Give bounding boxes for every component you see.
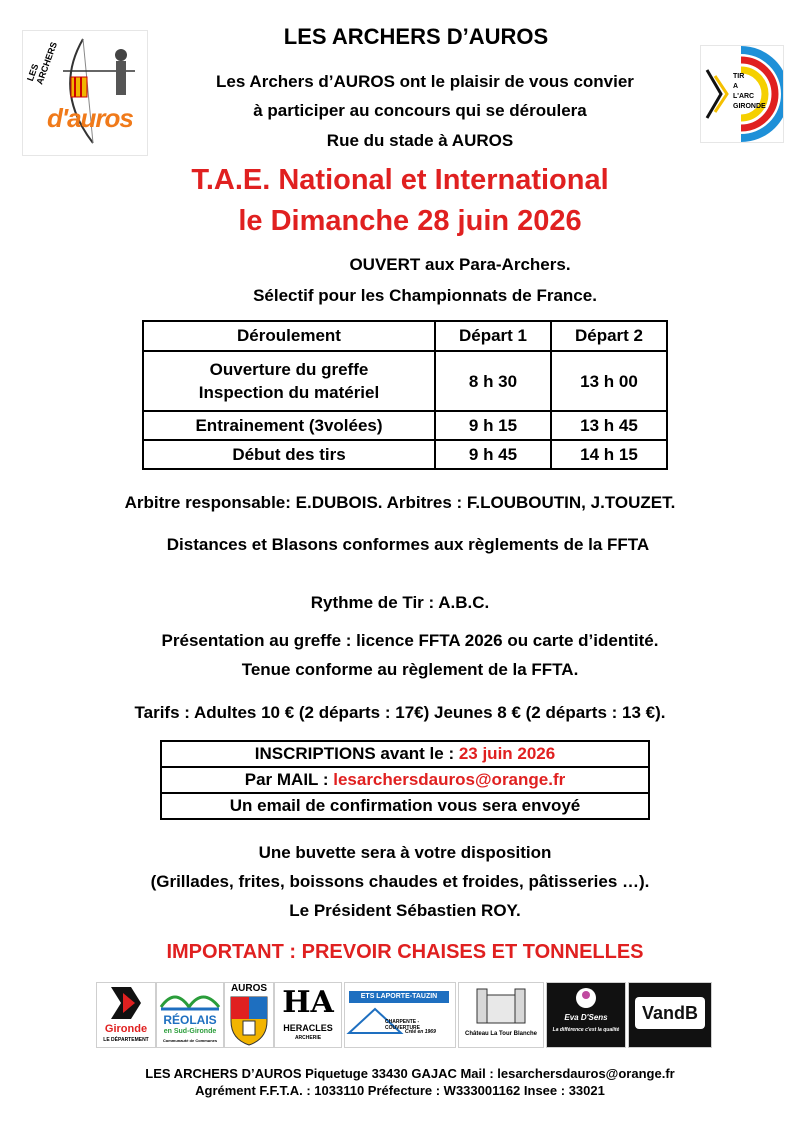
sponsor-gironde	[96, 982, 156, 1048]
sponsor-reolais	[156, 982, 224, 1048]
sponsor-laporte	[344, 982, 456, 1048]
distances-info: Distances et Blasons conformes aux règlements de la FFTA	[166, 535, 650, 554]
sponsor-gironde-sub: LE DÉPARTEMENT	[103, 1037, 149, 1043]
schedule-header-depart2: Départ 2	[551, 321, 667, 351]
sponsor-heracles	[274, 982, 342, 1048]
reolais-bridge-icon	[157, 983, 223, 1013]
inscriptions-confirmation: Un email de confirmation vous sera envoyé	[161, 793, 649, 819]
schedule-row-depart2: 13 h 45	[551, 411, 667, 440]
schedule-row-label-line2: Inspection du matériel	[198, 383, 380, 402]
inscriptions-mail-row	[161, 767, 649, 793]
sponsor-gironde-label: Gironde	[104, 1023, 148, 1035]
logo-right-text-4: GIRONDE	[733, 103, 766, 110]
sponsor-reolais-sub: en Sud-Gironde	[163, 1028, 217, 1035]
sponsor-heracles-label: HERACLES	[283, 1023, 333, 1033]
sponsor-heracles-sub: ARCHERIE	[294, 1035, 322, 1041]
para-archers-notice: OUVERT aux Para-Archers.	[349, 255, 571, 274]
sponsor-laporte-sub: CHARPENTE - COUVERTURE	[385, 1019, 421, 1031]
schedule-row-label: Début des tirs	[143, 440, 435, 469]
sponsor-vandb-label: VandB	[635, 997, 705, 1029]
logo-right-text-3: L'ARC	[733, 93, 755, 100]
rythme-info: Rythme de Tir : A.B.C.	[310, 593, 490, 612]
sponsor-tour-blanche	[458, 982, 544, 1048]
schedule-row-depart1: 8 h 30	[435, 351, 551, 411]
tarifs-info: Tarifs : Adultes 10 € (2 départs : 17€) Jeunes 8 € (2 départs : 13 €).	[134, 703, 666, 722]
sponsor-auros-label: AUROS	[230, 983, 268, 994]
mail-label: Par MAIL :	[244, 770, 334, 789]
important-notice: IMPORTANT : PREVOIR CHAISES ET TONNELLES	[166, 941, 644, 963]
inscriptions-date: 23 juin 2026	[458, 744, 556, 763]
invite-line-1: Les Archers d’AUROS ont le plaisir de vous convier	[216, 72, 634, 91]
schedule-row-depart2: 14 h 15	[551, 440, 667, 469]
mail-link[interactable]: lesarchersdauros@orange.fr	[333, 770, 566, 789]
sponsor-eva-sub: La différence c'est la qualité	[552, 1027, 620, 1033]
logo-right-text-2: A	[733, 83, 739, 90]
invite-line-2: à participer au concours qui se déroulera	[253, 101, 587, 120]
inscriptions-confirmation-row	[161, 793, 649, 819]
logo-right-text	[733, 72, 766, 112]
archers-auros-logo	[22, 30, 148, 156]
sponsor-laporte-label: ETS LAPORTE-TAUZIN	[349, 991, 449, 1003]
logo-left-text-top: LES ARCHERS	[25, 40, 60, 86]
president-signature: Le Président Sébastien ROY.	[289, 901, 521, 920]
event-date: le Dimanche 28 juin 2026	[238, 205, 582, 237]
flower-icon	[547, 983, 625, 1013]
buvette-line-2: (Grillades, frites, boissons chaudes et froides, pâtisseries …).	[150, 872, 650, 891]
buvette-line-1: Une buvette sera à votre disposition	[258, 843, 552, 862]
arbitres-info: Arbitre responsable: E.DUBOIS. Arbitres : F.LOUBOUTIN, J.TOUZET.	[124, 493, 676, 512]
schedule-header-depart1: Départ 1	[435, 321, 551, 351]
table-row	[143, 411, 667, 440]
sponsor-laporte-sub2: Créé en 1969	[405, 1029, 436, 1035]
tir-arc-gironde-logo	[700, 45, 784, 143]
sponsors-row	[96, 982, 716, 1046]
table-row	[143, 351, 667, 411]
schedule-row-depart1: 9 h 45	[435, 440, 551, 469]
schedule-row-depart2: 13 h 00	[551, 351, 667, 411]
schedule-row-label-line1: Ouverture du greffe	[209, 360, 369, 379]
sponsor-reolais-sub2: Communauté de Communes	[162, 1038, 218, 1043]
sponsor-vandb	[628, 982, 712, 1048]
presentation-info: Présentation au greffe : licence FFTA 2026 ou carte d’identité.	[161, 631, 659, 650]
selectif-notice: Sélectif pour les Championnats de France.	[253, 286, 597, 305]
inscriptions-mail	[161, 767, 649, 793]
heracles-ha-icon: HA	[282, 985, 334, 1020]
page-title: LES ARCHERS D’AUROS	[283, 24, 549, 49]
footer-address: LES ARCHERS D’AUROS Piquetuge 33430 GAJAC Mail : lesarchersdauros@orange.fr	[145, 1066, 675, 1081]
schedule-row-depart1: 9 h 15	[435, 411, 551, 440]
inscriptions-deadline	[161, 741, 649, 767]
inscriptions-deadline-row	[161, 741, 649, 767]
logo-right-text-1: TIR	[733, 73, 745, 80]
inscriptions-label: INSCRIPTIONS avant le :	[254, 744, 459, 763]
event-title: T.A.E. National et International	[191, 164, 609, 196]
table-row	[143, 440, 667, 469]
sponsor-eva-label: Eva D'Sens	[564, 1013, 608, 1022]
schedule-row-label: Entrainement (3volées)	[143, 411, 435, 440]
invite-line-3: Rue du stade à AUROS	[326, 131, 514, 150]
schedule-header-deroulement: Déroulement	[143, 321, 435, 351]
chateau-icon	[459, 983, 543, 1029]
inscriptions-box	[160, 740, 650, 820]
sponsor-reolais-label: RÉOLAIS	[163, 1013, 217, 1027]
gironde-logo-icon	[97, 983, 155, 1023]
logo-left-text-main: d'auros	[47, 103, 133, 133]
sponsor-tour-blanche-label: Château La Tour Blanche	[465, 1031, 537, 1037]
tenue-info: Tenue conforme au règlement de la FFTA.	[241, 660, 579, 679]
schedule-table	[142, 320, 668, 470]
auros-crest-icon	[225, 995, 273, 1047]
schedule-row-label	[143, 351, 435, 411]
footer-agrement: Agrément F.F.T.A. : 1033110 Préfecture : W333001162 Insee : 33021	[195, 1083, 605, 1098]
sponsor-auros	[224, 982, 274, 1048]
sponsor-eva	[546, 982, 626, 1048]
schedule-header-row	[143, 321, 667, 351]
